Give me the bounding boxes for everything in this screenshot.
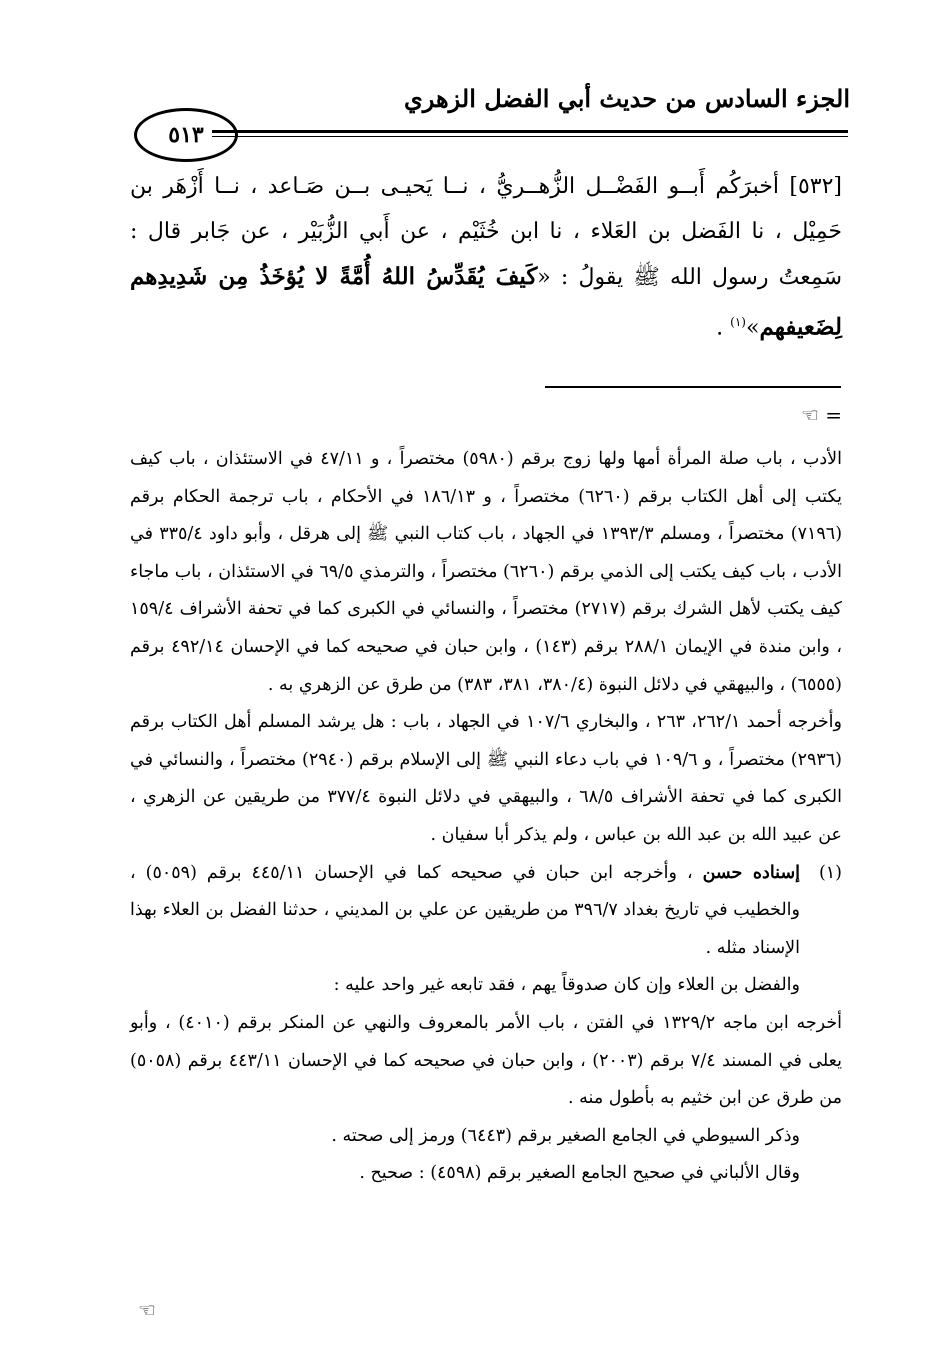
page-turn-icon: ☜ xyxy=(138,1298,156,1322)
hadith-number: [٥٣٢] xyxy=(789,174,843,199)
prev-note-paragraph-2: وأخرجه أحمد ٢٦٢/١، ٢٦٣ ، والبخاري ١٠٧/٦ في الجهاد ، باب : هل يرشد المسلم أهل الكتاب برقم (٢٩٣٦) مختصراً ، و ١٠٩/٦ في باب دعاء النبي ﷺ إلى الإسلام برقم (٢٩٤٠) مختصراً ، والنسائي في الكبرى كما في تحفة الأشراف ٦٨/٥ ، والبيهقي في دلائل النبوة ٣٧٧/٤ من طريقين عن الزهري ، عن عبيد الله بن عبد الله بن عباس ، ولم يذكر أبا سفيان . xyxy=(130,712,842,845)
footnote-separator xyxy=(545,386,841,388)
continuation-mark: = ☜ xyxy=(800,403,842,427)
hadith-quote-close: » xyxy=(745,315,760,341)
hadith-text xyxy=(130,164,842,350)
hadith-end: . xyxy=(716,315,731,341)
prev-note-paragraph-1: الأدب ، باب صلة المرأة أمها ولها زوج برقم (٥٩٨٠) مختصراً ، و ٤٧/١١ في الاستئذان ، باب كيف يكتب إلى أهل الكتاب برقم (٦٢٦٠) مختصراً ، و ١٨٦/١٣ في الأحكام ، باب ترجمة الحكام برقم (٧١٩٦) مختصراً ، ومسلم ١٣٩٣/٣ في الجهاد ، باب كتاب النبي ﷺ إلى هرقل ، وأبو داود ٣٣٥/٤ في الأدب ، باب كيف يكتب إلى الذمي برقم (٦٢٦٠) مختصراً ، والترمذي ٦٩/٥ في الاستئذان ، باب ماجاء كيف يكتب لأهل الشرك برقم (٢٧١٧) مختصراً ، والنسائي في الكبرى كما في تحفة الأشراف ١٥٩/٤ ، وابن مندة في الإيمان ٢٨٨/١ برقم (١٤٣) ، وابن حبان في صحيحه كما في الإحسان ٤٩٢/١٤ برقم (٦٥٥٥) ، والبيهقي في دلائل النبوة (٣٨٠/٤، ٣٨١، ٣٨٣) من طرق عن الزهري به . xyxy=(130,449,843,695)
footnote-1-text: ، وأخرجه ابن حبان في صحيحه كما في الإحسان ٤٤٥/١١ برقم (٥٠٥٩) ، والخطيب في تاريخ بغداد ٣٩٦/٧ من طريقين عن علي بن المديني ، حدثنا الفضل بن العلاء بهذا الإسناد مثله . xyxy=(130,862,800,958)
footnote-ref: (١) xyxy=(730,315,746,329)
footnote-1-paragraph-3: أخرجه ابن ماجه ١٣٢٩/٢ في الفتن ، باب الأمر بالمعروف والنهي عن المنكر برقم (٤٠١٠) ، وأبو يعلى في المسند ٧/٤ برقم (٢٠٠٣) ، وابن حبان في صحيحه كما في الإحسان ٤٤٣/١١ برقم (٥٠٥٨) من طرق عن ابن خثيم به بأطول منه . xyxy=(130,1012,842,1109)
header-rule xyxy=(212,130,848,133)
footnote-1 xyxy=(130,855,842,968)
footnote-1-number: (١) xyxy=(818,862,842,883)
hadith-matn: كَيفَ يُقَدِّسُ اللهُ أُمَّةً لا يُؤخَذُ مِن شَدِيدِهم لِضَعيفهم xyxy=(130,263,842,341)
footnote-1-paragraph-2: والفضل بن العلاء وإن كان صدوقاً يهم ، فقد تابعه غير واحد عليه : xyxy=(333,975,800,996)
footnotes xyxy=(130,441,842,1193)
footnote-1-grade: إسناده حسن xyxy=(702,862,800,883)
header-rule-thin xyxy=(212,136,848,137)
running-title: الجزء السادس من حديث أبي الفضل الزهري xyxy=(404,84,850,113)
page-number: ٥١٣ xyxy=(134,108,238,162)
footnote-1-paragraph-5: وقال الألباني في صحيح الجامع الصغير برقم (٤٥٩٨) : صحيح . xyxy=(359,1163,800,1184)
page-header xyxy=(120,72,850,162)
footnote-1-paragraph-4: وذكر السيوطي في الجامع الصغير برقم (٦٤٤٣) ورمز إلى صحته . xyxy=(331,1125,800,1146)
hadith-chain: أخبرَكُم أَبــو الفَضْــل الزُّهــريُّ ، نــا يَحيـى بــن صَـاعد ، نــا أَزْهَر بن حَمِيْل ، نا الفَضل بن العَلاء ، نا ابن خُثَيْم ، عن أَبي الزُّبَيْر ، عن جَابر قال : سَمِعتُ رسول الله ﷺ يقولُ : « xyxy=(130,174,842,290)
